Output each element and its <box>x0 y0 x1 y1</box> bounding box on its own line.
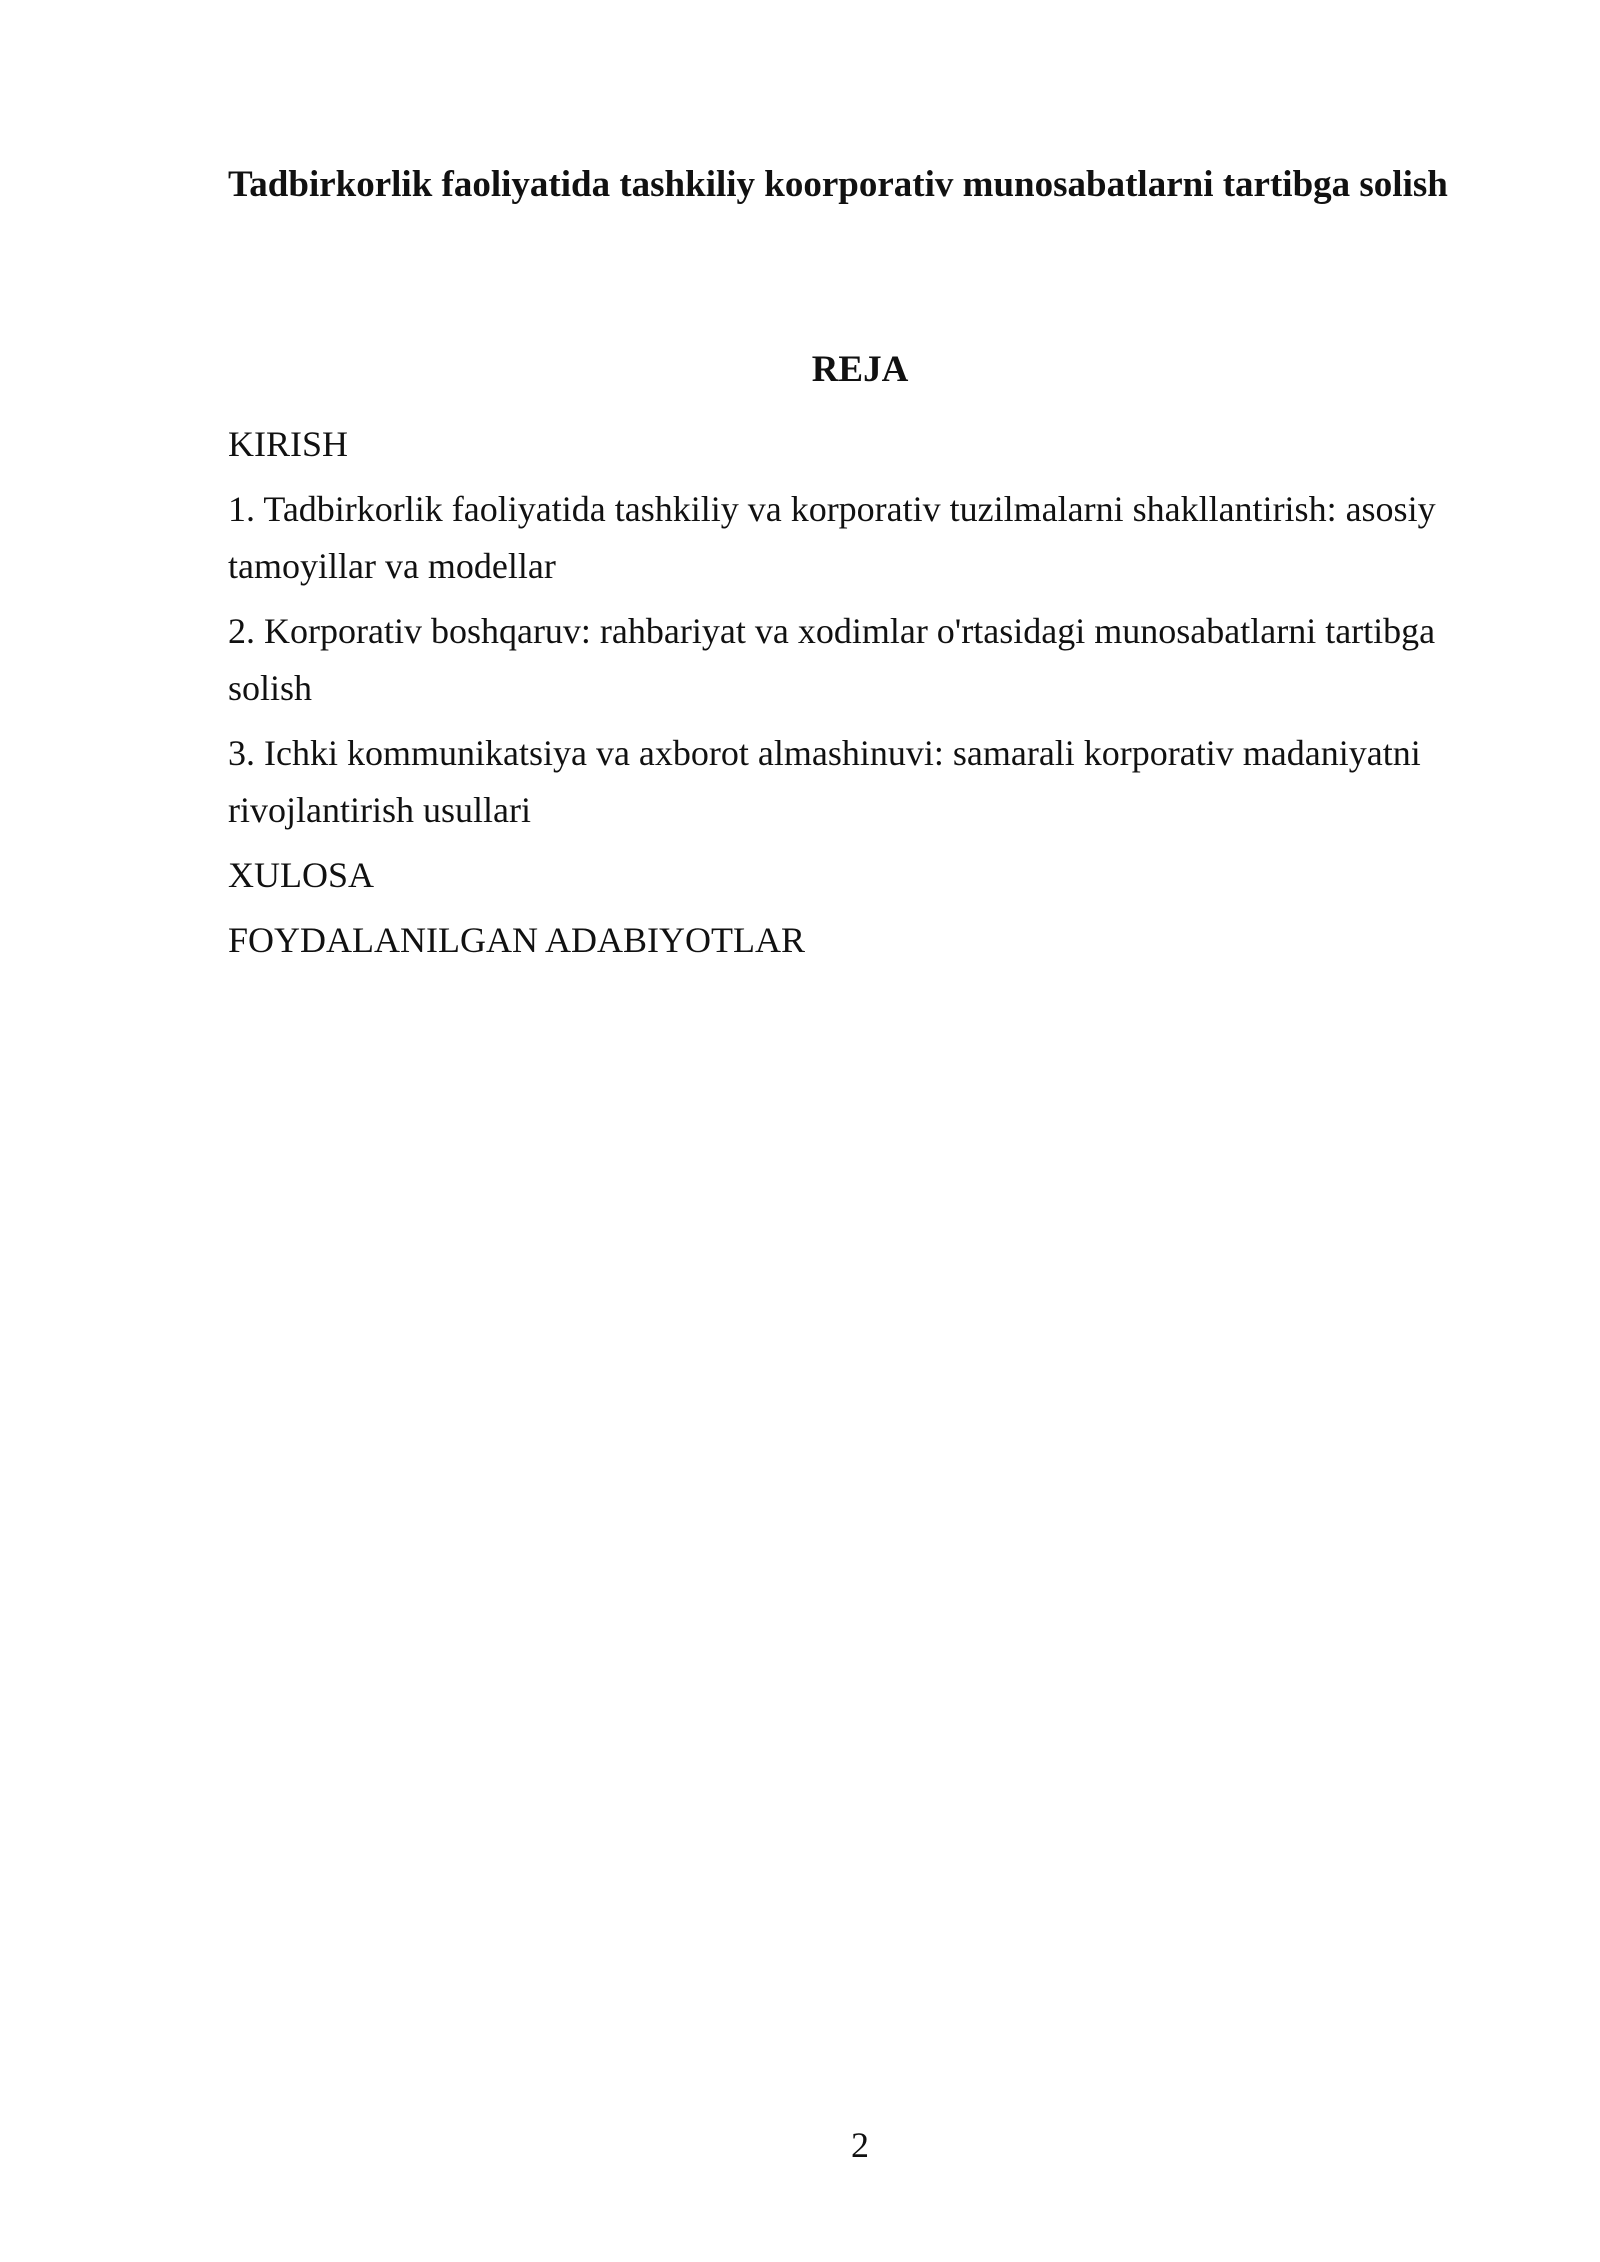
page-number: 2 <box>851 2125 869 2165</box>
plan-heading: REJA <box>811 349 909 390</box>
plan-item-2: 2. Korporativ boshqaruv: rahbariyat va xodimlar o'rtasidagi munosabatlarni tartibga solish <box>228 611 1436 708</box>
plan-item-conclusion: XULOSA <box>228 855 375 895</box>
document-title: Tadbirkorlik faoliyatida tashkiliy koorporativ munosabatlarni tartibga solish <box>228 164 1448 205</box>
plan-item-1: 1. Tadbirkorlik faoliyatida tashkiliy va korporativ tuzilmalarni shakllantirish: asosiy tamoyillar va modellar <box>228 489 1436 586</box>
plan-item-3: 3. Ichki kommunikatsiya va axborot almashinuvi: samarali korporativ madaniyatni rivojlantirish usullari <box>228 733 1421 830</box>
plan-item-introduction: KIRISH <box>228 424 349 464</box>
plan-item-references: FOYDALANILGAN ADABIYOTLAR <box>228 920 805 960</box>
plan-list <box>228 416 1488 977</box>
